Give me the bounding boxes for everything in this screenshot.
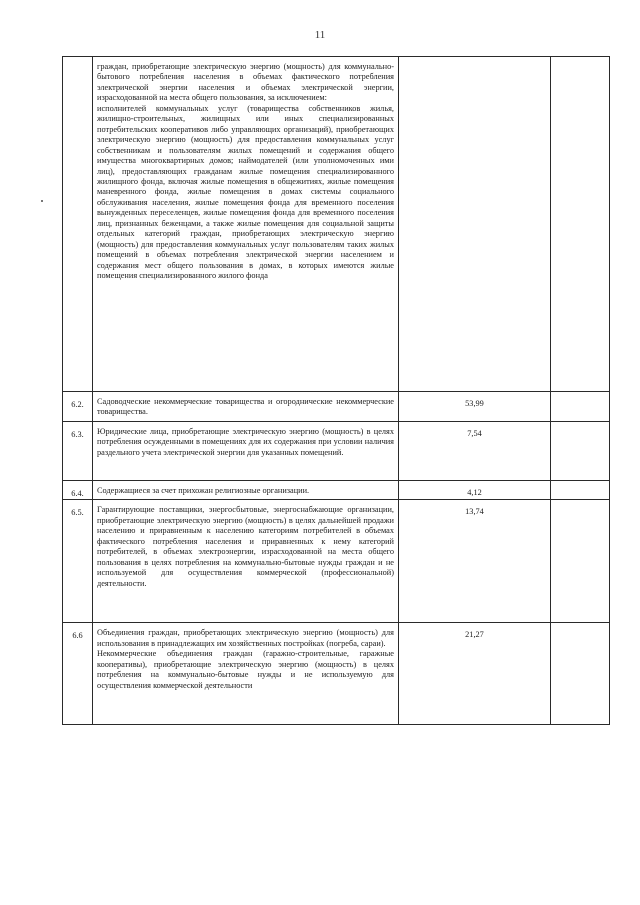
row-description-cell — [93, 392, 399, 422]
description-paragraph: Объединения граждан, приобретающих электрическую энергию (мощность) для использования в принадлежащих им хозяйственных постройках (погреба, сараи). — [97, 628, 394, 648]
margin-mark — [41, 200, 43, 202]
row-number-cell — [63, 57, 93, 392]
empty-cell — [551, 480, 610, 499]
table-row — [63, 57, 610, 392]
row-description-cell — [93, 623, 399, 725]
row-number-cell: 6.4. — [63, 480, 93, 499]
row-value-cell: 13,74 — [399, 500, 551, 623]
description-paragraph: Гарантирующие поставщики, энергосбытовые, энергоснабжающие организации, приобретающие электрическую энергию (мощность) в целях дальнейшей продажи населению и приравненным к населению категориям потребителей в объемах фактического потребления населения и приравненных к нему категорий потребителей, в объемах электроэнергии, израсходованной на места общего пользования в целях потребления на коммунально-бытовые нужды граждан и не используемой для осуществления коммерческой (профессиональной) деятельности. — [97, 505, 394, 588]
row-value-cell: 21,27 — [399, 623, 551, 725]
table-row — [63, 500, 610, 623]
row-description-cell — [93, 57, 399, 392]
description-paragraph: Содержащиеся за счет прихожан религиозные организации. — [97, 485, 310, 495]
row-description-cell — [93, 480, 399, 499]
description-paragraph: Юридические лица, приобретающие электрическую энергию (мощность) в целях потребления осужденными в помещениях для их содержания при условии наличия раздельного учета электрической энергии для указанных помещений. — [97, 426, 394, 457]
description-paragraph: Садоводческие некоммерческие товарищества и огороднические некоммерческие товарищества. — [97, 397, 394, 417]
row-number-cell: 6.2. — [63, 392, 93, 422]
table-row — [63, 623, 610, 725]
empty-cell — [551, 57, 610, 392]
row-value-cell: 53,99 — [399, 392, 551, 422]
page-number: 11 — [314, 29, 326, 41]
empty-cell — [551, 392, 610, 422]
description-paragraph: Некоммерческие объединения граждан (гаражно-строительные, гаражные кооперативы), приобретающие электрическую энергию (мощность) в целях потребления на коммунально-бытовые нужды и не используемую для осуществления коммерческой деятельности — [97, 649, 394, 690]
row-value-cell — [399, 57, 551, 392]
row-description-cell — [93, 421, 399, 480]
row-number-cell: 6.3. — [63, 421, 93, 480]
row-number-cell: 6.5. — [63, 500, 93, 623]
description-paragraph: исполнителей коммунальных услуг (товарищества собственников жилья, жилищно-строительных, жилищных или иных специализированных потребительских кооперативов либо управляющих организаций), приобретающих электрическую энергию (мощность) для предоставления коммунальных услуг собственникам и пользователям жилых помещений и содержания общего имущества многоквартирных домов; наймодателей (или уполномоченных ими лиц), предоставляющих гражданам жилые помещения специализированного жилищного фонда, включая жилые помещения в общежитиях, жилые помещения маневренного фонда, жилые помещения в домах системы социального обслуживания населения, жилые помещения фонда для временного поселения вынужденных переселенцев, жилые помещения фонда для временного поселения лиц, признанных беженцами, а также жилые помещения для социальной защиты отдельных категорий граждан, приобретающих электрическую энергию (мощность) для предоставления коммунальных услуг пользователям таких жилых помещений в объемах потребления электрической энергии населением и содержания мест общего пользования в домах, в которых имеются жилые помещения специализированного жилого фонда — [97, 103, 394, 281]
row-description-cell — [93, 500, 399, 623]
table-row — [63, 480, 610, 499]
empty-cell — [551, 421, 610, 480]
table-row — [63, 392, 610, 422]
empty-cell — [551, 500, 610, 623]
row-value-cell: 4,12 — [399, 480, 551, 499]
tariff-table — [62, 56, 610, 725]
description-paragraph: граждан, приобретающие электрическую энергию (мощность) для коммунально-бытового потребления населения в объемах фактического потребления электрической энергии населения и объемах электрической энергии, израсходованной на места общего пользования, за исключением: — [97, 62, 394, 103]
row-number-cell: 6.6 — [63, 623, 93, 725]
empty-cell — [551, 623, 610, 725]
row-value-cell: 7,54 — [399, 421, 551, 480]
table-row — [63, 421, 610, 480]
